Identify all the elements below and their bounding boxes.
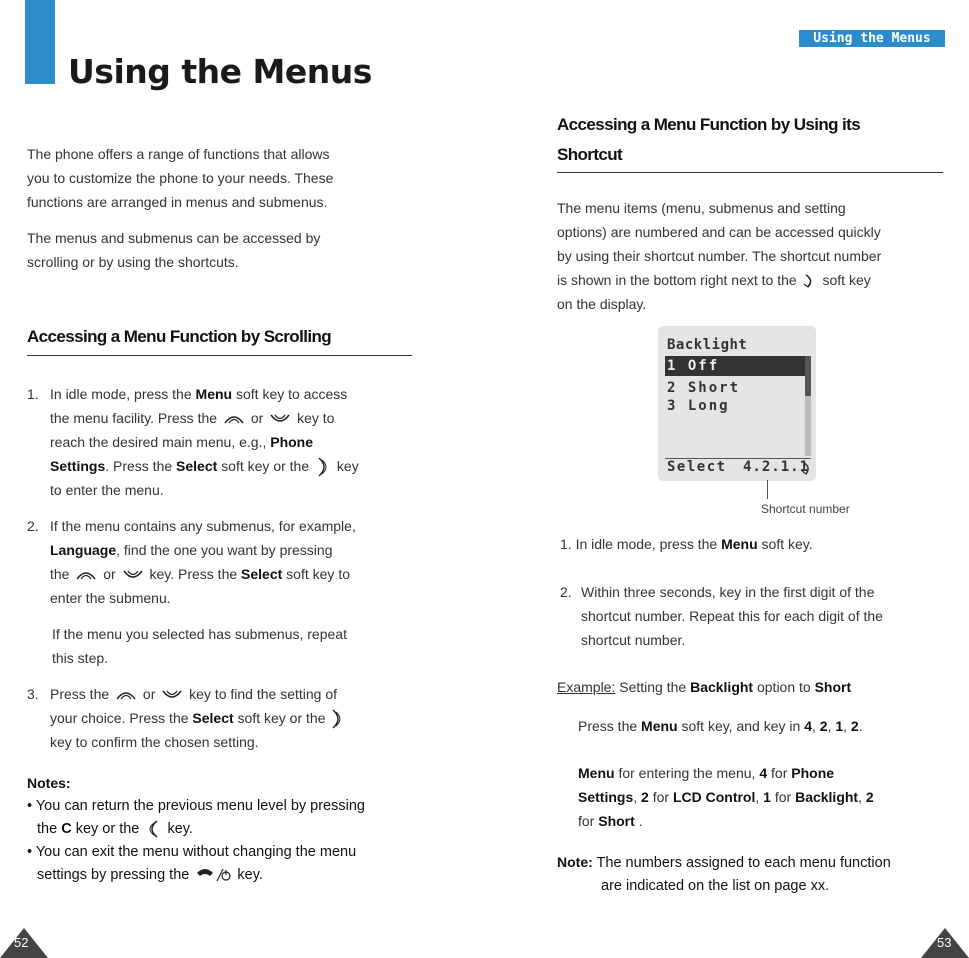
text: 1. In idle mode, press the (560, 536, 722, 552)
heading-line: Accessing a Menu Function by Using its (557, 115, 861, 134)
display-scrollbar-thumb (805, 356, 811, 396)
text: The numbers assigned to each menu function (592, 855, 891, 871)
text: enter the submenu. (50, 590, 171, 606)
left-soft-key-icon (143, 819, 163, 839)
text: Press the (50, 686, 110, 702)
text: , (858, 789, 866, 805)
intro-line: options) are numbered and can be accessed quickly (557, 224, 881, 240)
text: for entering the menu, (614, 765, 760, 781)
menu-keyword: Menu (641, 718, 678, 734)
settings-keyword: Settings (578, 789, 634, 805)
digit: 4 (804, 718, 812, 734)
text: soft key or the (233, 710, 326, 726)
text: . Press the (105, 458, 177, 474)
right-soft-key-icon (313, 456, 333, 478)
menu-keyword: Menu (195, 386, 233, 402)
text: or (142, 686, 156, 702)
text: Press the (578, 718, 642, 734)
text: key or the (71, 821, 140, 837)
text: If the menu contains any submenus, for example, (50, 518, 356, 534)
text: Within three seconds, key in the first digit of the (581, 584, 875, 600)
note-line: • You can exit the menu without changing the menu (27, 844, 357, 860)
end-power-key-icon (193, 865, 233, 885)
text: for (770, 789, 796, 805)
intro-line: you to customize the phone to your needs. These (27, 170, 334, 186)
display-soft-key-arrow-icon (800, 461, 814, 477)
lcd-control-keyword: LCD Control (672, 789, 756, 805)
page-number-left: 52 (14, 935, 29, 950)
intro-line: functions are arranged in menus and submenus. (27, 194, 328, 210)
backlight-keyword: Backlight (690, 679, 754, 695)
shortcut-caption: Shortcut number (761, 502, 850, 516)
backlight-keyword: Backlight (795, 789, 859, 805)
text: Setting the (615, 679, 691, 695)
notes-label: Notes: (27, 775, 71, 791)
digit: 2 (850, 718, 859, 734)
intro-line: on the display. (557, 296, 647, 312)
text: , (633, 789, 642, 805)
heading-line: Shortcut (557, 145, 623, 164)
menu-keyword: Menu (578, 765, 615, 781)
digit: 4 (759, 765, 768, 781)
text: key. Press the (149, 566, 242, 582)
note-block (557, 851, 957, 898)
intro-line: by using their shortcut number. The shortcut number (557, 248, 882, 264)
note-label: Note: (557, 854, 593, 870)
text: shortcut number. Repeat this for each digit of the (581, 608, 883, 624)
select-keyword: Select (241, 566, 283, 582)
up-arrow-key-icon (113, 687, 139, 703)
down-arrow-key-icon (267, 411, 293, 427)
text: , (827, 718, 836, 734)
soft-key-arrow-icon (801, 272, 819, 290)
example-explanation (578, 761, 963, 833)
section-tag: Using the Menus (799, 30, 945, 47)
text: key. (237, 867, 263, 883)
text: reach the desired main menu, e.g., (50, 434, 271, 450)
text: are indicated on the list on page xx. (601, 878, 830, 894)
text: to enter the menu. (50, 482, 164, 499)
down-arrow-key-icon (159, 687, 185, 703)
text: settings by pressing the (37, 867, 190, 883)
page-number-right: 53 (937, 935, 952, 950)
text: this step. (52, 650, 109, 666)
intro-paragraph-1 (27, 142, 407, 214)
intro-line: The menu items (menu, submenus and setting (557, 200, 846, 216)
text: key to confirm the chosen setting. (50, 734, 259, 751)
text: option to (753, 679, 815, 695)
text: key (336, 458, 359, 474)
phone-keyword: Phone (270, 434, 314, 450)
text: your choice. Press the (50, 710, 193, 726)
digit: 1 (763, 789, 771, 805)
text: soft key, and key in (677, 718, 805, 734)
settings-keyword: Settings (50, 458, 106, 474)
text: soft key to access (232, 386, 348, 402)
text: , find the one you want by pressing (116, 542, 333, 558)
display-item-1: 1 Off (667, 358, 720, 374)
text: key to find the setting of (189, 686, 338, 702)
digit: 2 (865, 789, 874, 805)
caption-leader-line (767, 480, 768, 499)
text: soft key to (282, 566, 350, 582)
text: for (648, 789, 673, 805)
heading-rule (27, 355, 412, 356)
title-accent-bar (25, 0, 55, 84)
text: the (50, 566, 70, 582)
example-keys-line (578, 714, 958, 738)
text: , (755, 789, 764, 805)
scrolling-heading: Accessing a Menu Function by Scrolling (27, 327, 332, 346)
text: for (578, 813, 599, 829)
note-line: • You can return the previous menu level by pressing (27, 798, 365, 814)
text: soft key or the (217, 458, 310, 474)
display-shortcut-number: 4.2.1.1 (743, 459, 810, 475)
text: , (843, 718, 851, 734)
text: the menu facility. Press the (50, 410, 218, 426)
digit: 1 (835, 718, 844, 734)
short-keyword: Short (814, 679, 852, 695)
text: or (250, 410, 264, 426)
intro-line: scrolling or by using the shortcuts. (27, 254, 239, 270)
text: . (858, 718, 863, 734)
shortcut-step-1 (560, 532, 950, 556)
step-number: 1. (27, 386, 39, 402)
display-softkey-label: Select (667, 459, 727, 475)
c-key-label: C (61, 821, 72, 837)
text: In idle mode, press the (50, 386, 196, 402)
text: soft key (822, 272, 871, 288)
down-arrow-key-icon (120, 567, 146, 583)
text: key. (167, 821, 193, 837)
text: . (634, 813, 643, 829)
shortcut-intro (557, 196, 947, 316)
text: shortcut number. (581, 632, 686, 648)
digit: 2 (819, 718, 828, 734)
example-label: Example: (557, 679, 616, 695)
text: is shown in the bottom right next to the (557, 272, 797, 288)
intro-line: The menus and submenus can be accessed by (27, 230, 321, 246)
language-keyword: Language (50, 542, 117, 558)
text: key to (297, 410, 335, 426)
text: for (767, 765, 792, 781)
display-title: Backlight (667, 337, 748, 353)
step-number: 2. (560, 584, 572, 600)
heading-rule (557, 172, 943, 173)
intro-paragraph-2 (27, 226, 407, 274)
up-arrow-key-icon (221, 411, 247, 427)
select-keyword: Select (176, 458, 218, 474)
text: , (811, 718, 820, 734)
short-keyword: Short (598, 813, 635, 829)
example-line (557, 675, 957, 699)
select-keyword: Select (192, 710, 234, 726)
step-number: 3. (27, 686, 39, 702)
digit: 2 (641, 789, 649, 805)
phone-keyword: Phone (791, 765, 835, 781)
intro-line: The phone offers a range of functions that allows (27, 146, 330, 162)
text: the (37, 821, 62, 837)
page-title: Using the Menus (68, 52, 372, 91)
text: If the menu you selected has submenus, repeat (52, 626, 347, 642)
shortcut-heading (557, 110, 957, 170)
step-number: 2. (27, 518, 39, 534)
text: soft key. (757, 536, 813, 552)
text: or (103, 566, 116, 582)
up-arrow-key-icon (73, 567, 99, 583)
menu-keyword: Menu (721, 536, 758, 552)
notes-block (27, 772, 427, 887)
display-item-3: 3 Long (667, 398, 730, 414)
right-soft-key-icon (329, 708, 345, 730)
display-item-2: 2 Short (667, 380, 741, 396)
